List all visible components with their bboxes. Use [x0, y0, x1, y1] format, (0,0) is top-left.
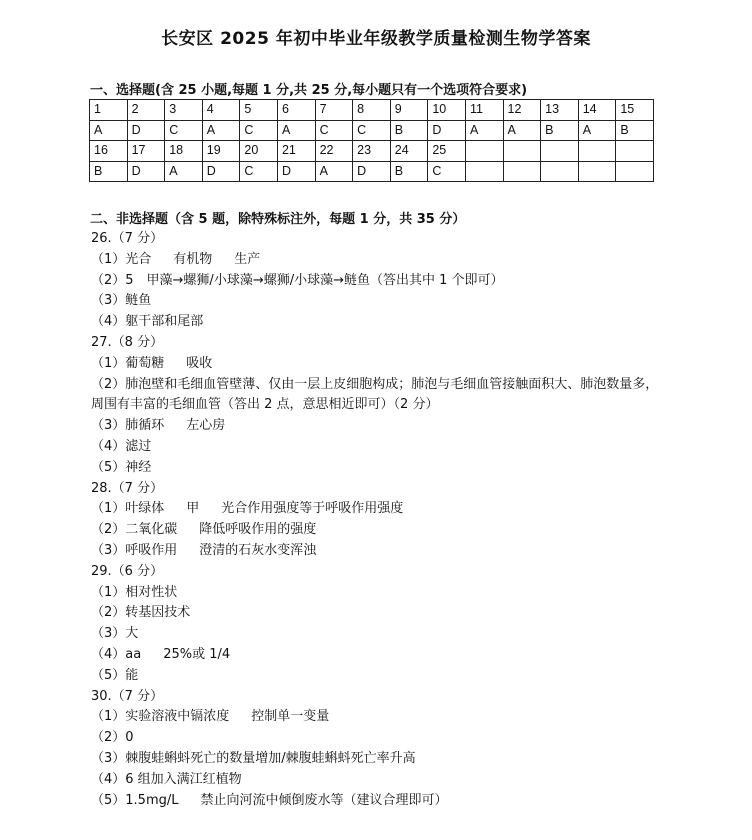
answer-part: 降低呼吸作用的强度 [199, 522, 317, 538]
answer-cell: D [127, 120, 165, 141]
answer-part: 澄清的石灰水变浑浊 [199, 542, 317, 558]
answer-cell: D [428, 120, 466, 141]
question-heading [91, 229, 661, 250]
question-number-row [90, 100, 654, 121]
answer-line [91, 312, 661, 333]
answer-part: （3）呼吸作用 [91, 542, 178, 558]
answer-part: （4）aa [91, 646, 142, 662]
question-number-cell: 12 [503, 100, 541, 121]
answer-line [91, 250, 661, 271]
question-number-cell [578, 141, 616, 162]
answer-part: 吸收 [186, 355, 213, 371]
free-response-answers [91, 229, 661, 811]
answer-cell: D [127, 161, 165, 182]
answer-cell [578, 161, 616, 182]
answer-part: 生产 [234, 251, 261, 267]
question-number-cell: 25 [428, 141, 466, 162]
answer-part: 有机物 [173, 251, 213, 267]
answer-part: （4）6 组加入满江红植物 [91, 771, 242, 787]
question-number-cell: 16 [90, 141, 128, 162]
answer-part: （2）转基因技术 [91, 605, 191, 621]
answer-line [91, 707, 661, 728]
answer-part: （3）棘腹蛙蝌蚪死亡的数量增加/棘腹蛙蝌蚪死亡率升高 [91, 750, 416, 766]
answer-line [91, 458, 661, 479]
answer-line [91, 749, 661, 770]
answer-cell: A [90, 120, 128, 141]
answer-cell: A [503, 120, 541, 141]
answer-part: （2）肺泡壁和毛细血管壁薄、仅由一层上皮细胞构成；肺泡与毛细血管接触面积大、肺泡数量多，周围有丰富的毛细血管（答出 2 点，意思相近即可）（2 分） [91, 376, 659, 413]
question-number-cell: 18 [165, 141, 203, 162]
answer-line [91, 416, 661, 437]
section-1-heading: 一、选择题(含 25 小题,每题 1 分,共 25 分,每小题只有一个选项符合要求) [90, 83, 528, 98]
answer-line [91, 770, 661, 791]
answer-table [89, 99, 654, 182]
answer-part: （1）相对性状 [91, 584, 178, 600]
answer-part: 26.（7 分） [91, 231, 164, 246]
answer-cell: B [390, 161, 428, 182]
answer-cell: D [202, 161, 240, 182]
question-number-cell: 19 [202, 141, 240, 162]
answer-cell: A [315, 161, 353, 182]
answer-cell: B [390, 120, 428, 141]
answer-cell [541, 161, 579, 182]
answer-line [91, 520, 661, 541]
question-number-cell: 14 [578, 100, 616, 121]
question-number-cell: 8 [353, 100, 391, 121]
question-heading [91, 687, 661, 708]
answer-part: （5）1.5mg/L [91, 792, 179, 808]
answer-line [91, 603, 661, 624]
answer-part: （5）神经 [91, 459, 152, 475]
answer-part: 控制单一变量 [251, 709, 330, 725]
question-number-cell: 15 [616, 100, 654, 121]
answer-part: （3）肺循环 [91, 418, 165, 434]
answer-part: 禁止向河流中倾倒废水等（建议合理即可） [200, 792, 448, 808]
answer-cell: A [277, 120, 315, 141]
question-number-cell: 10 [428, 100, 466, 121]
answer-row [90, 120, 654, 141]
answer-part: （5）能 [91, 667, 139, 683]
answer-part: （4）躯干部和尾部 [91, 314, 204, 330]
answer-part: 光合作用强度等于呼吸作用强度 [221, 501, 404, 517]
question-number-cell: 6 [277, 100, 315, 121]
answer-part: 左心房 [186, 418, 226, 434]
answer-cell: C [428, 161, 466, 182]
answer-cell: A [465, 120, 503, 141]
answer-cell [503, 161, 541, 182]
answer-cell: C [353, 120, 391, 141]
question-number-cell: 23 [353, 141, 391, 162]
question-number-cell: 7 [315, 100, 353, 121]
answer-cell: A [578, 120, 616, 141]
answer-line [91, 375, 661, 417]
question-number-cell: 22 [315, 141, 353, 162]
question-number-cell: 4 [202, 100, 240, 121]
answer-cell [465, 161, 503, 182]
answer-cell: C [315, 120, 353, 141]
question-number-cell [503, 141, 541, 162]
question-heading [91, 333, 661, 354]
answer-cell [616, 161, 654, 182]
answer-line [91, 666, 661, 687]
question-number-cell [541, 141, 579, 162]
answer-part: 29.（6 分） [91, 563, 164, 579]
question-number-cell: 3 [165, 100, 203, 121]
answer-cell: D [353, 161, 391, 182]
answer-cell: B [541, 120, 579, 141]
question-number-cell [616, 141, 654, 162]
question-number-cell: 17 [127, 141, 165, 162]
answer-line [91, 271, 661, 292]
answer-line [91, 791, 661, 812]
answer-part: （2）5 甲藻→螺狮/小球藻→螺狮/小球藻→鲢鱼（答出其中 1 个即可） [91, 272, 504, 288]
answer-part: （3）大 [91, 626, 139, 642]
answer-cell: D [277, 161, 315, 182]
answer-part: （2）0 [91, 730, 134, 746]
document-title: 长安区 2025 年初中毕业年级教学质量检测生物学答案 [161, 29, 591, 49]
answer-line [91, 499, 661, 520]
question-number-cell: 20 [240, 141, 278, 162]
question-number-cell: 11 [465, 100, 503, 121]
question-number-row [90, 141, 654, 162]
question-number-cell [465, 141, 503, 162]
question-number-cell: 13 [541, 100, 579, 121]
question-number-cell: 5 [240, 100, 278, 121]
answer-line [91, 583, 661, 604]
answer-part: （1）葡萄糖 [91, 355, 165, 371]
answer-line [91, 354, 661, 375]
answer-cell: B [616, 120, 654, 141]
answer-cell: C [240, 120, 278, 141]
answer-part: （1）实验溶液中镉浓度 [91, 709, 230, 725]
answer-part: （3）鲢鱼 [91, 293, 152, 309]
answer-cell: C [165, 120, 203, 141]
question-number-cell: 9 [390, 100, 428, 121]
question-number-cell: 1 [90, 100, 128, 121]
answer-cell: C [240, 161, 278, 182]
question-heading [91, 479, 661, 500]
answer-line [91, 541, 661, 562]
answer-line [91, 291, 661, 312]
answer-part: 28.（7 分） [91, 480, 164, 496]
answer-cell: A [202, 120, 240, 141]
answer-line [91, 624, 661, 645]
answer-part: 27.（8 分） [91, 334, 164, 350]
answer-line [91, 645, 661, 666]
answer-cell: B [90, 161, 128, 182]
question-number-cell: 24 [390, 141, 428, 162]
answer-cell: A [165, 161, 203, 182]
question-number-cell: 2 [127, 100, 165, 121]
question-heading [91, 562, 661, 583]
answer-part: 甲 [186, 501, 200, 517]
section-2-heading: 二、非选择题（含 5 题，除特殊标注外，每题 1 分，共 35 分） [90, 212, 466, 227]
answer-row [90, 161, 654, 182]
answer-part: 25%或 1/4 [163, 646, 231, 662]
answer-part: 30.（7 分） [91, 688, 164, 704]
answer-part: （1）叶绿体 [91, 501, 165, 517]
answer-part: （2）二氧化碳 [91, 522, 178, 538]
answer-part: （4）滤过 [91, 438, 152, 454]
question-number-cell: 21 [277, 141, 315, 162]
answer-part: （1）光合 [91, 251, 152, 267]
answer-line [91, 728, 661, 749]
answer-line [91, 437, 661, 458]
